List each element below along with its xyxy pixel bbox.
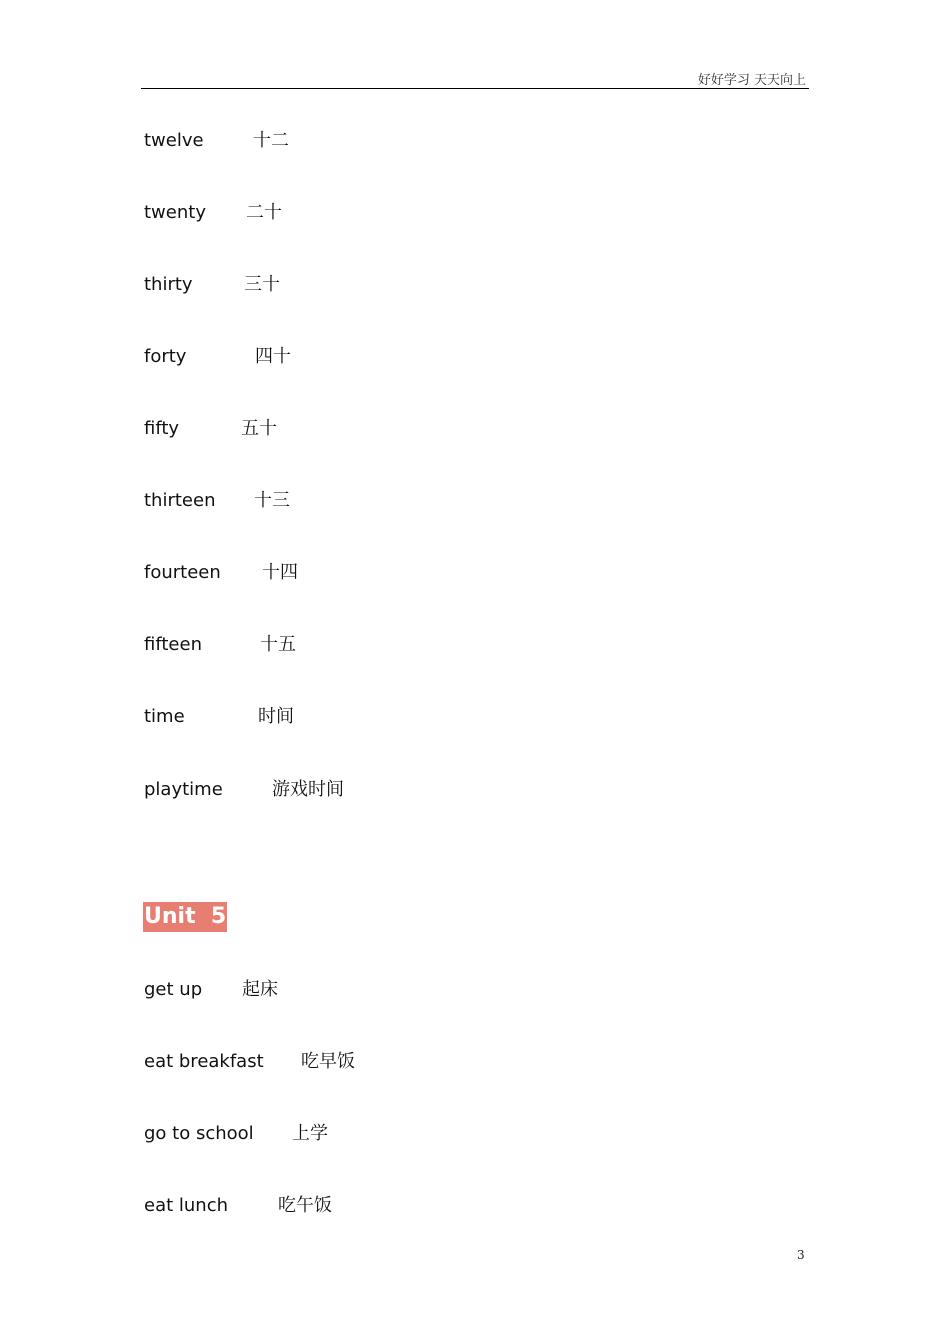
- chinese-meaning: 十二: [253, 130, 289, 151]
- chinese-meaning: 十四: [262, 562, 298, 583]
- header-motto: 好好学习 天天向上: [697, 73, 806, 88]
- page-number: 3: [797, 1248, 805, 1262]
- chinese-meaning: 起床: [242, 979, 278, 1000]
- english-word: playtime: [144, 779, 223, 800]
- english-word: forty: [144, 346, 187, 367]
- chinese-meaning: 时间: [258, 706, 294, 727]
- chinese-meaning: 十三: [254, 490, 290, 511]
- page-header: [141, 66, 809, 89]
- english-phrase: eat breakfast: [144, 1051, 264, 1072]
- english-word: twelve: [144, 130, 204, 151]
- chinese-meaning: 上学: [292, 1123, 328, 1144]
- chinese-meaning: 三十: [244, 274, 280, 295]
- english-phrase: get up: [144, 979, 203, 1000]
- unit-heading: Unit 5: [143, 902, 227, 932]
- english-word: thirty: [144, 274, 193, 295]
- chinese-meaning: 五十: [241, 418, 277, 439]
- chinese-meaning: 四十: [255, 346, 291, 367]
- english-word: fifteen: [144, 634, 202, 655]
- chinese-meaning: 十五: [260, 634, 296, 655]
- chinese-meaning: 游戏时间: [272, 779, 344, 800]
- english-word: fourteen: [144, 562, 221, 583]
- english-word: fifty: [144, 418, 180, 439]
- english-phrase: eat lunch: [144, 1195, 229, 1216]
- english-word: twenty: [144, 202, 206, 223]
- english-word: time: [144, 706, 185, 727]
- chinese-meaning: 吃午饭: [278, 1195, 332, 1216]
- chinese-meaning: 二十: [246, 202, 282, 223]
- english-phrase: go to school: [144, 1123, 254, 1144]
- english-word: thirteen: [144, 490, 216, 511]
- chinese-meaning: 吃早饭: [301, 1051, 355, 1072]
